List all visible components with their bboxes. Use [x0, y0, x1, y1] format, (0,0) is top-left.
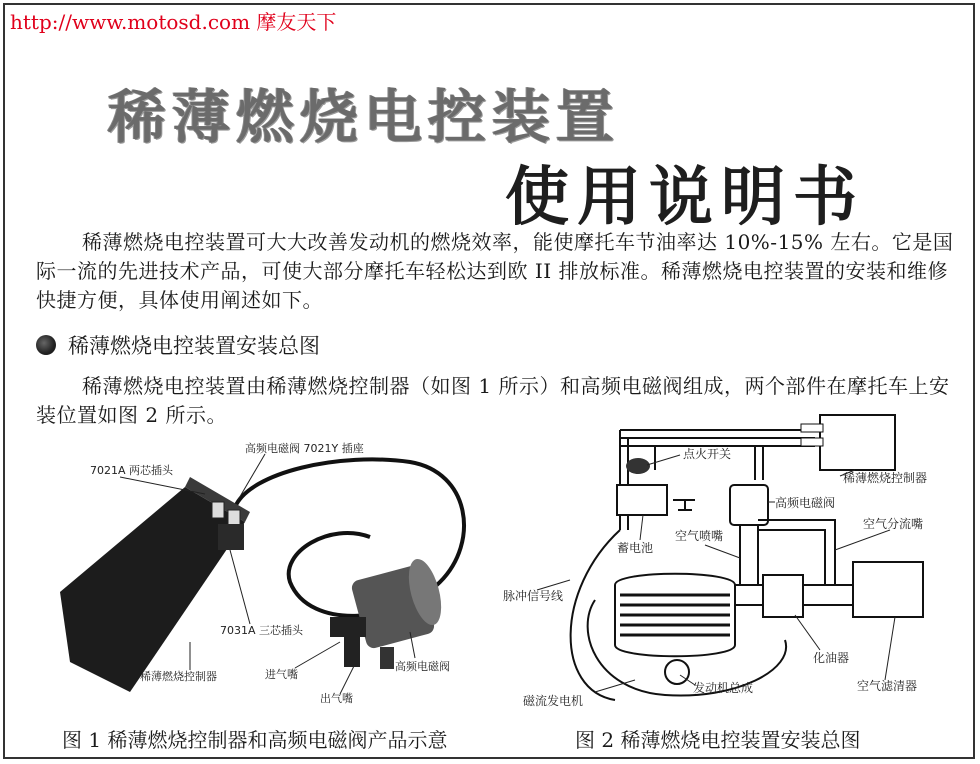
- label-magneto: 磁流发电机: [523, 694, 584, 708]
- title-line-2: 使用说明书: [505, 161, 865, 235]
- label-air-split: 空气分流嘴: [863, 517, 924, 531]
- label-inlet: 进气嘴: [265, 668, 298, 681]
- label-air-nozzle: 空气喷嘴: [675, 529, 724, 543]
- figure-1: [40, 432, 490, 712]
- bullet-icon: [36, 335, 56, 355]
- solenoid-valve: [330, 556, 447, 669]
- label-ignition-switch: 点火开关: [683, 447, 732, 461]
- label-valve: 高频电磁阀: [395, 660, 450, 673]
- label-engine: 发动机总成: [693, 681, 754, 695]
- label-pulse-line: 脉冲信号线: [503, 589, 564, 603]
- label-controller: 稀薄燃烧控制器: [140, 670, 217, 683]
- battery: [617, 485, 667, 515]
- controller-box: [820, 415, 895, 470]
- intro-paragraph: 稀薄燃烧电控装置可大大改善发动机的燃烧效率，能使摩托车节油率达 10%-15% 左右。它是国际一流的先进技术产品，可使大部分摩托车轻松达到欧 II 排放标准。稀薄燃烧电控装置的安装和维修快捷方便，具体使用阐述如下。: [36, 230, 954, 312]
- magneto: [665, 660, 689, 684]
- label-valve: 高频电磁阀: [775, 496, 836, 510]
- label-battery: 蓄电池: [617, 541, 654, 555]
- label-air-filter: 空气滤清器: [857, 679, 918, 693]
- label-carburetor: 化油器: [813, 651, 850, 665]
- carburetor: [763, 575, 803, 617]
- air-filter: [853, 562, 923, 617]
- figure-1-caption: 图 1 稀薄燃烧控制器和高频电磁阀产品示意: [62, 728, 448, 752]
- figure-2-caption: 图 2 稀薄燃烧电控装置安装总图: [575, 728, 861, 752]
- title-line-1: 稀薄燃烧电控装置: [108, 83, 621, 151]
- figure-2: [495, 410, 965, 715]
- pulse-line: [571, 530, 620, 700]
- controller-box: [60, 477, 250, 692]
- label-plug-3pin: 7031A 三芯插头: [220, 624, 304, 637]
- section-heading-text: 稀薄燃烧电控装置安装总图: [68, 334, 320, 358]
- engine: [588, 574, 786, 696]
- section-heading: [36, 330, 320, 360]
- label-valve-plug: 高频电磁阀 7021Y 插座: [245, 442, 364, 455]
- site-url[interactable]: http://www.motosd.com 摩友天下: [10, 10, 337, 34]
- label-outlet: 出气嘴: [320, 692, 353, 705]
- ignition-switch: [626, 458, 650, 474]
- label-plug-2pin: 7021A 两芯插头: [90, 464, 174, 477]
- connector-3pin: [218, 524, 244, 550]
- section-paragraph: 稀薄燃烧电控装置由稀薄燃烧控制器（如图 1 所示）和高频电磁阀组成，两个部件在摩托车上安装位置如图 2 所示。: [36, 374, 950, 427]
- label-controller: 稀薄燃烧控制器: [843, 471, 928, 485]
